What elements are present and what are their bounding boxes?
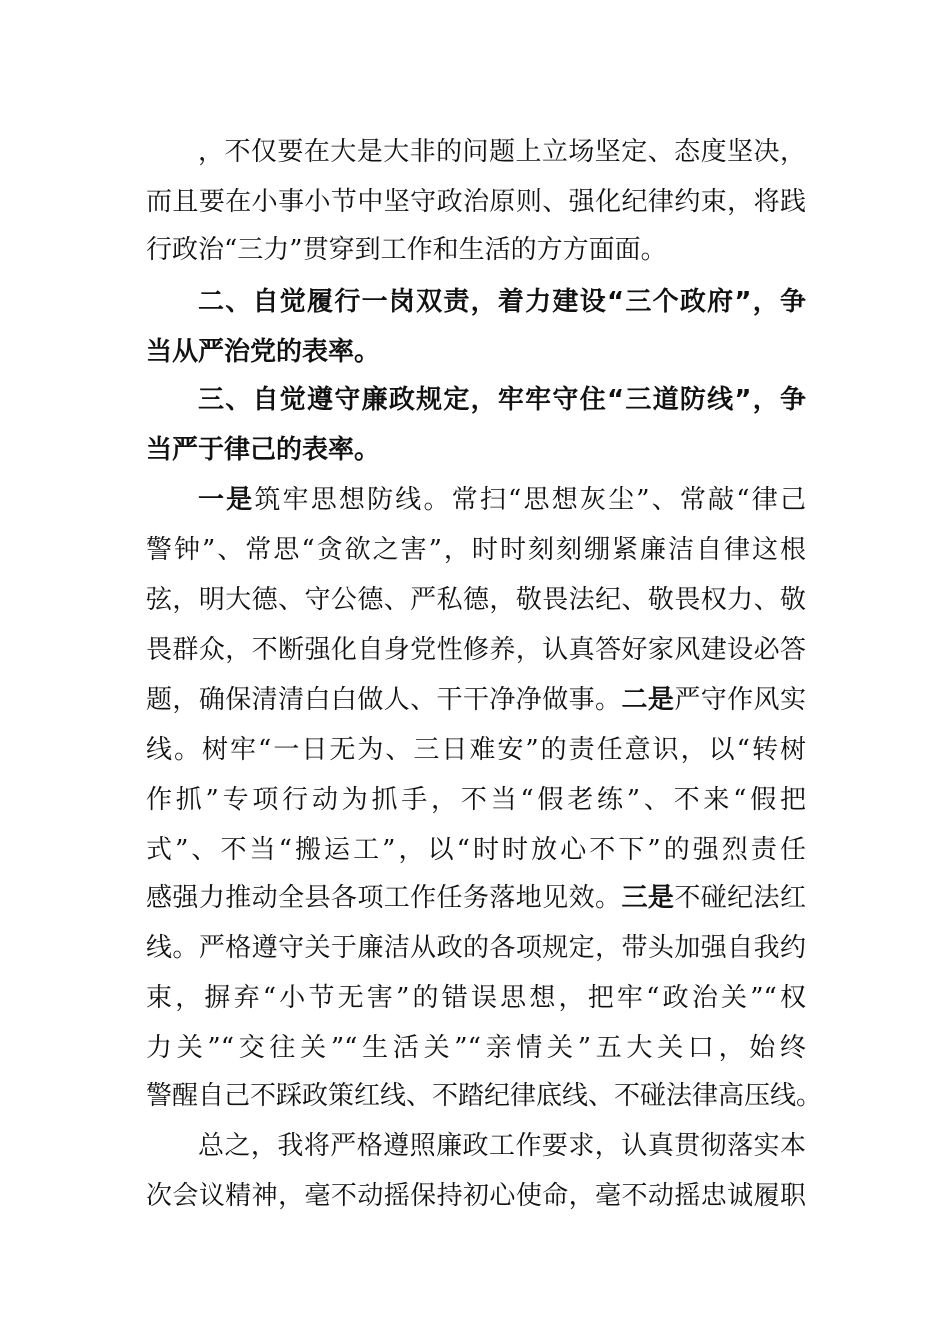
text-span: 筑牢思想防线。常扫“思想灰尘”、常敲“律己 xyxy=(254,485,806,515)
text-line xyxy=(198,480,806,520)
text-line: 线。树牢“一日无为、三日难安”的责任意识，以“转树 xyxy=(146,735,806,765)
text-line: 警醒自己不踩政策红线、不踏纪律底线、不碰法律高压线。 xyxy=(146,1081,823,1111)
text-line: 式”、不当“搬运工”，以“时时放心不下”的强烈责任 xyxy=(146,835,806,865)
text-line: 总之，我将严格遵照廉政工作要求，认真贯彻落实本 xyxy=(198,1131,806,1161)
text-line: 行政治“三力”贯穿到工作和生活的方方面面。 xyxy=(146,235,667,265)
bold-marker: 二是 xyxy=(621,685,675,715)
text-line: 线。严格遵守关于廉洁从政的各项规定，带头加强自我约 xyxy=(146,933,806,963)
section-heading: 当严于律己的表率。 xyxy=(146,435,381,465)
text-line: 次会议精神，毫不动摇保持初心使命，毫不动摇忠诚履职 xyxy=(146,1181,806,1211)
text-line: 作抓”专项行动为抓手，不当“假老练”、不来“假把 xyxy=(146,785,806,815)
bold-marker: 一是 xyxy=(198,485,255,515)
section-heading: 二、自觉履行一岗双责，着力建设“三个政府”，争 xyxy=(198,287,806,317)
text-line: 束，摒弃“小节无害”的错误思想，把牢“政治关”“权 xyxy=(146,983,806,1013)
text-line: 警钟”、常思“贪欲之害”，时时刻刻绷紧廉洁自律这根 xyxy=(146,535,806,565)
text-line xyxy=(146,878,806,918)
section-heading: 当从严治党的表率。 xyxy=(146,337,381,367)
text-span: 感强力推动全县各项工作任务落地见效。 xyxy=(146,883,622,913)
text-line: 畏群众，不断强化自身党性修养，认真答好家风建设必答 xyxy=(146,635,806,665)
text-line: 力关”“交往关”“生活关”“亲情关”五大关口，始终 xyxy=(146,1033,806,1063)
text-line: ，不仅要在大是大非的问题上立场坚定、态度坚决， xyxy=(198,137,806,167)
bold-marker: 三是 xyxy=(621,883,675,913)
text-line xyxy=(146,680,806,720)
text-span: 不碰纪法红 xyxy=(674,883,806,913)
text-span: 题，确保清清白白做人、干干净净做事。 xyxy=(146,685,622,715)
text-line: 而且要在小事小节中坚守政治原则、强化纪律约束，将践 xyxy=(146,187,806,217)
text-line: 弦，明大德、守公德、严私德，敬畏法纪、敬畏权力、敬 xyxy=(146,585,806,615)
section-heading: 三、自觉遵守廉政规定，牢牢守住“三道防线”，争 xyxy=(198,385,806,415)
text-span: 严守作风实 xyxy=(674,685,806,715)
